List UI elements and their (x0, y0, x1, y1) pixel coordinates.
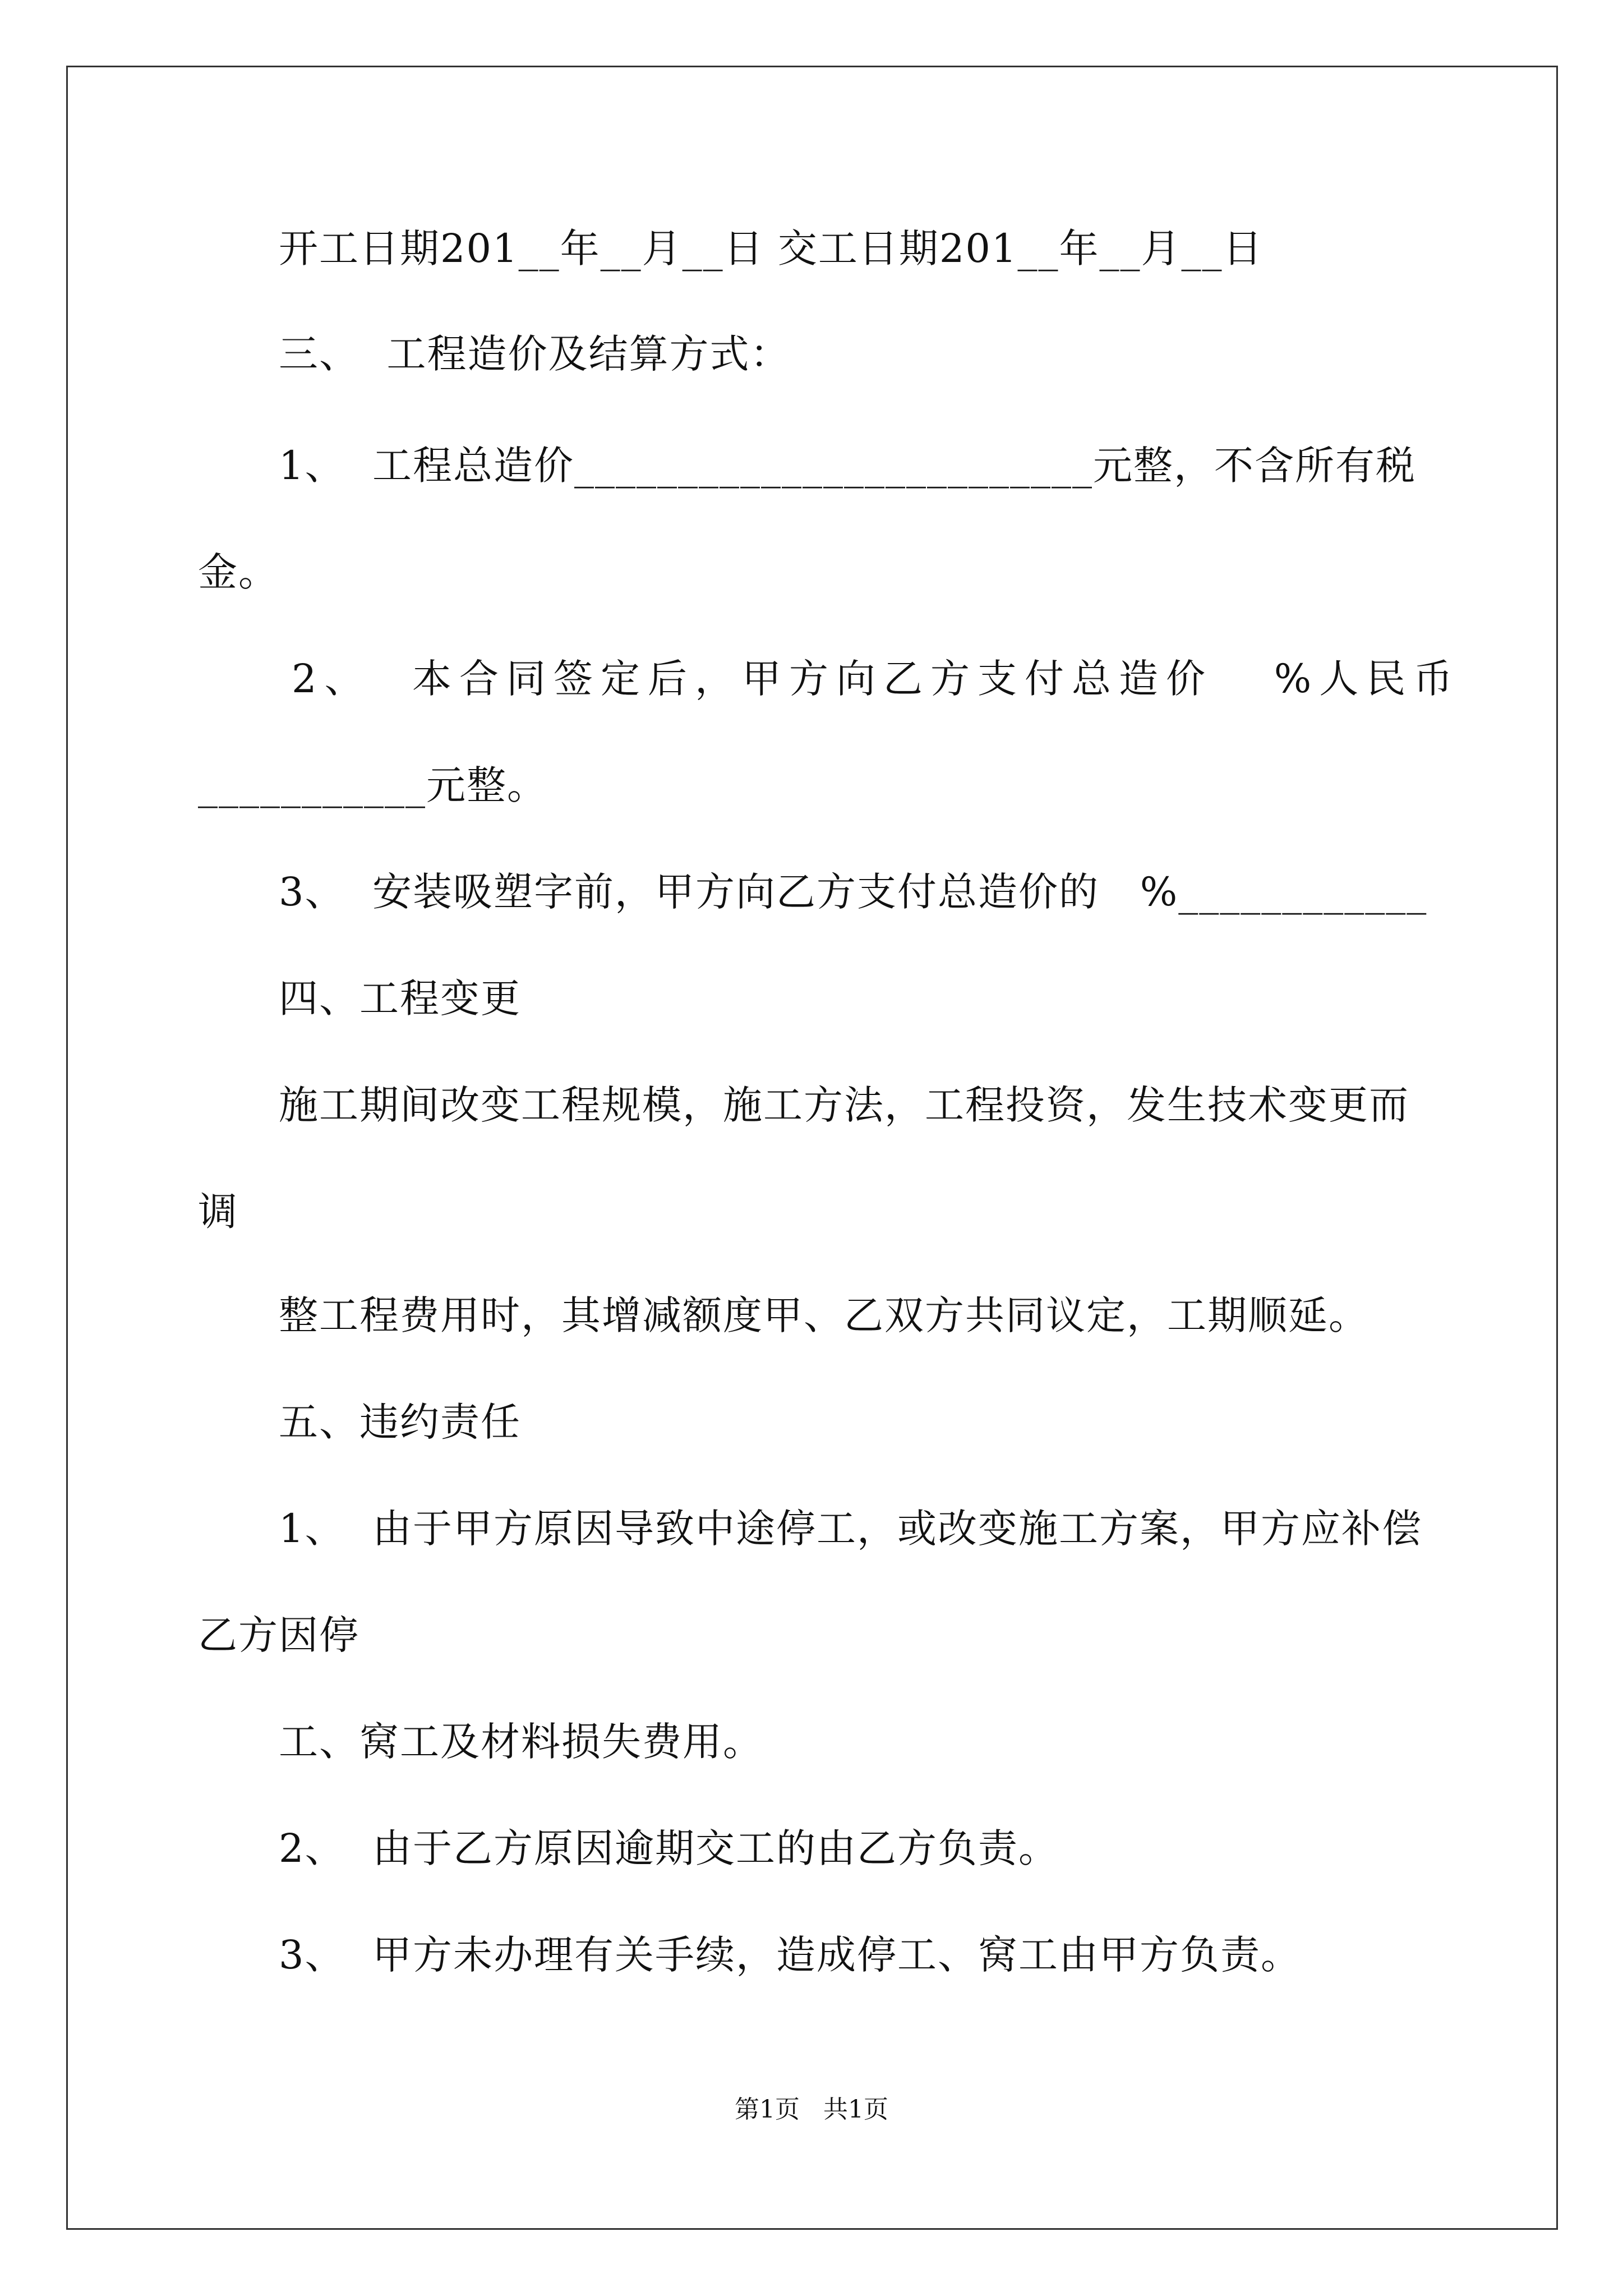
clause-3-2-cont: ___________元整。 (198, 762, 547, 808)
clause-5-1-cont: 乙方因停 (198, 1612, 359, 1658)
clause-5-1-cont-2: 工、窝工及材料损失费用。 (279, 1719, 763, 1765)
clause-3-2: 2、 本合同签定后，甲方向乙方支付总造价 %人民币 (292, 656, 1461, 702)
clause-3-1: 1、 工程总造价_________________________元整，不含所有税 (279, 443, 1417, 489)
clause-5-1: 1、 由于甲方原因导致中途停工，或改变施工方案，甲方应补偿 (279, 1506, 1423, 1552)
page-border (66, 66, 1558, 2230)
section-4-heading: 四、工程变更 (279, 976, 521, 1022)
section-4-text-2: 整工程费用时，其增减额度甲、乙双方共同议定，工期顺延。 (279, 1292, 1369, 1338)
section-5-heading: 五、违约责任 (279, 1399, 521, 1445)
section-4-text: 施工期间改变工程规模，施工方法，工程投资，发生技术变更而 (279, 1082, 1409, 1128)
section-4-text-cont: 调 (198, 1189, 238, 1235)
clause-3-3: 3、 安装吸塑字前，甲方向乙方支付总造价的 %____________ (279, 869, 1428, 915)
section-3-heading: 三、 工程造价及结算方式： (279, 331, 791, 377)
page-number: 第1页 共1页 (735, 2095, 888, 2124)
clause-3-1-cont: 金。 (198, 549, 279, 595)
start-completion-dates: 开工日期201__年__月__日 交工日期201__年__月__日 (279, 226, 1264, 272)
clause-5-2: 2、 由于乙方原因逾期交工的由乙方负责。 (279, 1825, 1059, 1871)
clause-5-3: 3、 甲方未办理有关手续，造成停工、窝工由甲方负责。 (279, 1932, 1302, 1978)
